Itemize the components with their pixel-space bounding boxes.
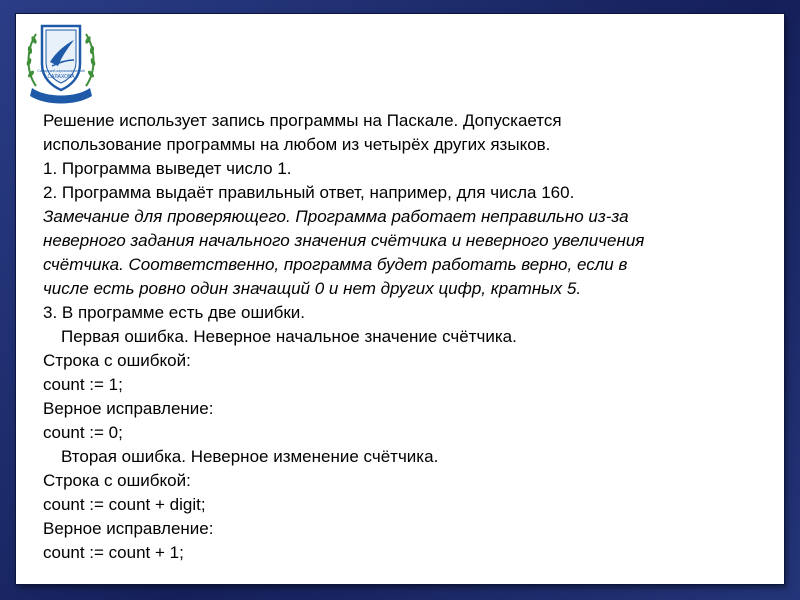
university-logo-icon [22,16,100,106]
text-line: Решение использует запись программы на Паскале. Допускается [43,111,562,130]
logo-caption-top: Самарский аэрокосмический [37,69,85,73]
logo-caption-name: САЛАХОВА [47,74,75,80]
error-heading: Первая ошибка. Неверное начальное значение счётчика. [61,327,517,346]
text-line: 1. Программа выведет число 1. [43,159,292,178]
error-heading: Вторая ошибка. Неверное изменение счётчика. [61,447,439,466]
text-line: 2. Программа выдаёт правильный ответ, например, для числа 160. [43,183,575,202]
reviewer-note-line: числе есть ровно один значащий 0 и нет других цифр, кратных 5. [43,279,582,298]
reviewer-note-line: неверного задания начального значения счётчика и неверного увеличения [43,231,645,250]
code-line: count := count + digit; [43,495,206,514]
solution-text [43,109,773,565]
text-line: Верное исправление: [43,519,214,538]
reviewer-note-line: счётчика. Соответственно, программа будет работать верно, если в [43,255,628,274]
code-line: count := count + 1; [43,543,184,562]
text-line: использование программы на любом из четырёх других языков. [43,135,551,154]
code-line: count := 0; [43,423,123,442]
text-line: Строка с ошибкой: [43,351,191,370]
text-line: Верное исправление: [43,399,214,418]
reviewer-note-line: Замечание для проверяющего. Программа работает неправильно из-за [43,207,629,226]
code-line: count := 1; [43,375,123,394]
text-line: Строка с ошибкой: [43,471,191,490]
text-line: 3. В программе есть две ошибки. [43,303,305,322]
